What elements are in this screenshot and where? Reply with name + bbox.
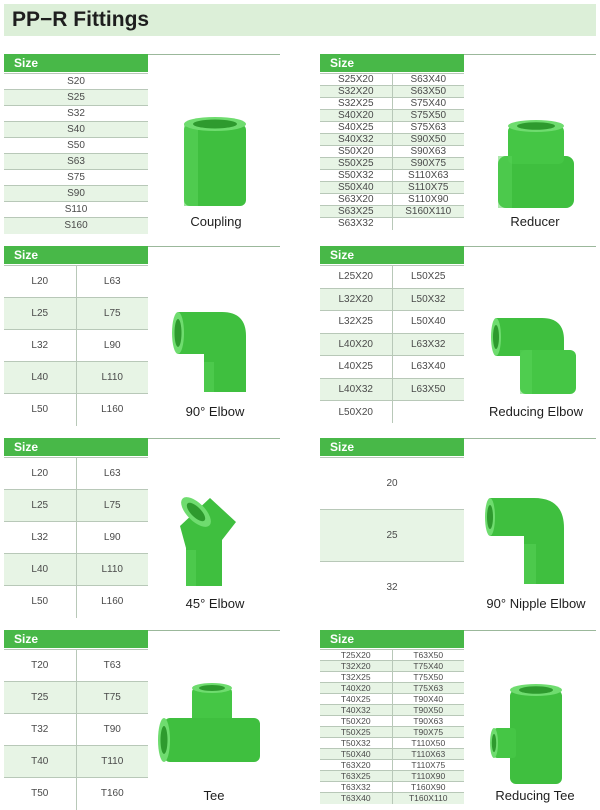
size-row — [320, 194, 464, 206]
size-row — [4, 650, 148, 682]
size-cell: L63X40 — [392, 356, 464, 379]
size-cell: S32 — [4, 106, 148, 122]
size-cell: T63X40 — [320, 793, 392, 804]
size-header: Size — [320, 54, 464, 72]
size-cell: T25 — [4, 682, 76, 714]
size-cell: S63X25 — [320, 206, 392, 218]
tee-panel — [4, 630, 280, 808]
size-cell: T75X40 — [392, 661, 464, 672]
size-cell: T110X50 — [392, 738, 464, 749]
size-cell: S32X25 — [320, 98, 392, 110]
size-row — [4, 586, 148, 618]
size-cell: L40X25 — [320, 356, 392, 379]
coupling-panel — [4, 54, 280, 234]
size-row — [320, 86, 464, 98]
size-cell: L160 — [76, 586, 148, 618]
size-row — [320, 727, 464, 738]
size-cell — [392, 218, 464, 230]
tee-caption: Tee — [203, 788, 225, 803]
size-cell: T32X25 — [320, 672, 392, 683]
size-row — [320, 170, 464, 182]
size-row — [320, 182, 464, 194]
size-table — [320, 73, 464, 230]
size-cell: L50 — [4, 394, 76, 426]
size-cell: S40X20 — [320, 110, 392, 122]
size-cell: S110 — [4, 202, 148, 218]
size-cell: 20 — [320, 458, 464, 510]
size-cell: T90X40 — [392, 694, 464, 705]
elbow45-fitting-image — [170, 490, 250, 590]
size-cell: T25X20 — [320, 650, 392, 661]
size-cell: L40 — [4, 554, 76, 586]
size-row — [4, 362, 148, 394]
size-cell: S40 — [4, 122, 148, 138]
size-cell: T75 — [76, 682, 148, 714]
size-cell: S90X50 — [392, 134, 464, 146]
size-cell: L50X40 — [392, 311, 464, 334]
size-cell: L50 — [4, 586, 76, 618]
size-cell: L63X50 — [392, 378, 464, 401]
size-row — [320, 356, 464, 379]
size-row — [320, 98, 464, 110]
size-cell: L50X20 — [320, 401, 392, 424]
size-cell: L110 — [76, 554, 148, 586]
reducer-panel — [320, 54, 596, 234]
size-cell: S90X63 — [392, 146, 464, 158]
size-cell: S40X32 — [320, 134, 392, 146]
elbow90-panel — [4, 246, 280, 424]
size-cell: S50X25 — [320, 158, 392, 170]
elbow45-caption: 45° Elbow — [185, 596, 245, 611]
size-header: Size — [4, 438, 148, 456]
size-cell: L40 — [4, 362, 76, 394]
title-bar — [4, 4, 596, 36]
size-row — [320, 510, 464, 562]
nipple-elbow-panel — [320, 438, 596, 616]
size-row — [4, 90, 148, 106]
size-row — [320, 122, 464, 134]
size-cell: L40X32 — [320, 378, 392, 401]
size-row — [4, 682, 148, 714]
page-title: PP−R Fittings — [12, 8, 150, 31]
size-row — [320, 749, 464, 760]
size-row — [4, 154, 148, 170]
size-row — [4, 122, 148, 138]
size-row — [320, 288, 464, 311]
nipple-elbow-caption: 90° Nipple Elbow — [486, 596, 586, 611]
size-row — [4, 490, 148, 522]
size-cell: S63X20 — [320, 194, 392, 206]
size-cell: S90X75 — [392, 158, 464, 170]
size-row — [4, 202, 148, 218]
size-row — [4, 554, 148, 586]
size-cell: 25 — [320, 510, 464, 562]
size-row — [4, 458, 148, 490]
size-table — [320, 457, 464, 614]
reducing-elbow-caption: Reducing Elbow — [489, 404, 583, 419]
elbow45-panel — [4, 438, 280, 616]
size-cell: 32 — [320, 562, 464, 614]
size-cell: T160X110 — [392, 793, 464, 804]
size-table — [4, 649, 148, 810]
size-row — [4, 266, 148, 298]
size-row — [4, 714, 148, 746]
size-cell: L160 — [76, 394, 148, 426]
size-row — [320, 74, 464, 86]
size-cell: T20 — [4, 650, 76, 682]
size-cell: T32 — [4, 714, 76, 746]
size-cell: L32X25 — [320, 311, 392, 334]
size-cell: L90 — [76, 330, 148, 362]
size-table — [4, 73, 148, 234]
size-row — [4, 170, 148, 186]
size-header: Size — [320, 246, 464, 264]
size-cell: S63X50 — [392, 86, 464, 98]
size-row — [320, 771, 464, 782]
size-row — [320, 378, 464, 401]
size-cell: S40X25 — [320, 122, 392, 134]
size-cell: L20 — [4, 458, 76, 490]
size-cell: T40 — [4, 746, 76, 778]
size-cell: S63X32 — [320, 218, 392, 230]
size-header: Size — [320, 438, 464, 456]
reducing-elbow-fitting-image — [490, 304, 580, 399]
size-cell: S75X50 — [392, 110, 464, 122]
size-cell: L25 — [4, 490, 76, 522]
coupling-fitting-image — [180, 114, 250, 214]
size-cell: L25X20 — [320, 266, 392, 289]
size-row — [320, 650, 464, 661]
size-row — [320, 134, 464, 146]
size-cell: L32X20 — [320, 288, 392, 311]
size-cell: T40X25 — [320, 694, 392, 705]
size-cell: T90X75 — [392, 727, 464, 738]
size-row — [320, 760, 464, 771]
size-cell: S32X20 — [320, 86, 392, 98]
size-row — [320, 158, 464, 170]
reducer-fitting-image — [496, 112, 576, 212]
reducing-elbow-panel — [320, 246, 596, 424]
size-cell: T50X25 — [320, 727, 392, 738]
size-cell: L90 — [76, 522, 148, 554]
size-cell: S75 — [4, 170, 148, 186]
size-row — [4, 778, 148, 810]
size-table — [4, 457, 148, 618]
size-cell: T63X50 — [392, 650, 464, 661]
size-row — [4, 218, 148, 234]
size-row — [320, 694, 464, 705]
size-cell: S63 — [4, 154, 148, 170]
size-cell: S110X75 — [392, 182, 464, 194]
size-row — [320, 110, 464, 122]
size-row — [320, 672, 464, 683]
size-cell: T110 — [76, 746, 148, 778]
size-cell: S75X40 — [392, 98, 464, 110]
size-row — [4, 746, 148, 778]
size-table — [320, 265, 464, 423]
size-cell: T90X63 — [392, 716, 464, 727]
size-cell: T90X50 — [392, 705, 464, 716]
size-cell: T63X25 — [320, 771, 392, 782]
size-header: Size — [4, 246, 148, 264]
size-cell: L75 — [76, 298, 148, 330]
tee-fitting-image — [154, 678, 264, 788]
size-cell: T40X32 — [320, 705, 392, 716]
size-cell: T63X32 — [320, 782, 392, 793]
size-cell: T40X20 — [320, 683, 392, 694]
elbow90-caption: 90° Elbow — [185, 404, 245, 419]
size-cell: T50 — [4, 778, 76, 810]
reducer-caption: Reducer — [510, 214, 560, 229]
size-row — [320, 401, 464, 424]
size-cell: S90 — [4, 186, 148, 202]
size-row — [4, 106, 148, 122]
size-row — [4, 74, 148, 90]
size-cell: L50X32 — [392, 288, 464, 311]
size-cell: S20 — [4, 74, 148, 90]
size-row — [320, 793, 464, 804]
nipple-elbow-fitting-image — [484, 488, 574, 588]
size-row — [4, 186, 148, 202]
size-row — [320, 562, 464, 614]
size-row — [4, 522, 148, 554]
reducing-tee-fitting-image — [490, 678, 580, 788]
size-cell: L63X32 — [392, 333, 464, 356]
size-cell: T110X63 — [392, 749, 464, 760]
size-row — [4, 138, 148, 154]
size-cell: L32 — [4, 522, 76, 554]
size-cell: S160X110 — [392, 206, 464, 218]
size-cell: S160 — [4, 218, 148, 234]
size-cell: T50X40 — [320, 749, 392, 760]
size-cell: T63X20 — [320, 760, 392, 771]
size-cell: S110X90 — [392, 194, 464, 206]
size-cell: T75X63 — [392, 683, 464, 694]
coupling-caption: Coupling — [190, 214, 242, 229]
size-cell: L63 — [76, 458, 148, 490]
size-cell: T110X75 — [392, 760, 464, 771]
elbow90-fitting-image — [170, 302, 250, 397]
size-header: Size — [320, 630, 464, 648]
size-cell: S50 — [4, 138, 148, 154]
size-cell: T110X90 — [392, 771, 464, 782]
size-row — [320, 683, 464, 694]
size-header: Size — [4, 630, 148, 648]
size-cell: L32 — [4, 330, 76, 362]
reducing-tee-caption: Reducing Tee — [495, 788, 575, 803]
size-header: Size — [4, 54, 148, 72]
size-row — [320, 206, 464, 218]
size-row — [320, 266, 464, 289]
size-cell: L75 — [76, 490, 148, 522]
size-row — [320, 716, 464, 727]
size-cell: S25 — [4, 90, 148, 106]
size-cell: L110 — [76, 362, 148, 394]
size-cell: S75X63 — [392, 122, 464, 134]
size-cell: T75X50 — [392, 672, 464, 683]
size-cell: S63X40 — [392, 74, 464, 86]
size-row — [320, 218, 464, 230]
size-row — [320, 458, 464, 510]
size-row — [4, 330, 148, 362]
reducing-tee-panel — [320, 630, 596, 808]
size-cell — [392, 401, 464, 424]
size-cell: T160X90 — [392, 782, 464, 793]
size-cell: L63 — [76, 266, 148, 298]
size-row — [4, 298, 148, 330]
size-cell: L50X25 — [392, 266, 464, 289]
size-table — [4, 265, 148, 426]
size-cell: T50X20 — [320, 716, 392, 727]
size-cell: T32X20 — [320, 661, 392, 672]
size-row — [320, 661, 464, 672]
size-row — [320, 333, 464, 356]
size-row — [320, 311, 464, 334]
size-cell: L40X20 — [320, 333, 392, 356]
size-row — [320, 705, 464, 716]
size-cell: L20 — [4, 266, 76, 298]
size-cell: T63 — [76, 650, 148, 682]
size-table — [320, 649, 464, 804]
size-cell: T90 — [76, 714, 148, 746]
size-row — [4, 394, 148, 426]
size-cell: T50X32 — [320, 738, 392, 749]
size-row — [320, 146, 464, 158]
size-row — [320, 738, 464, 749]
size-row — [320, 782, 464, 793]
size-cell: S50X20 — [320, 146, 392, 158]
size-cell: L25 — [4, 298, 76, 330]
size-cell: S50X32 — [320, 170, 392, 182]
size-cell: S110X63 — [392, 170, 464, 182]
size-cell: S25X20 — [320, 74, 392, 86]
size-cell: S50X40 — [320, 182, 392, 194]
size-cell: T160 — [76, 778, 148, 810]
